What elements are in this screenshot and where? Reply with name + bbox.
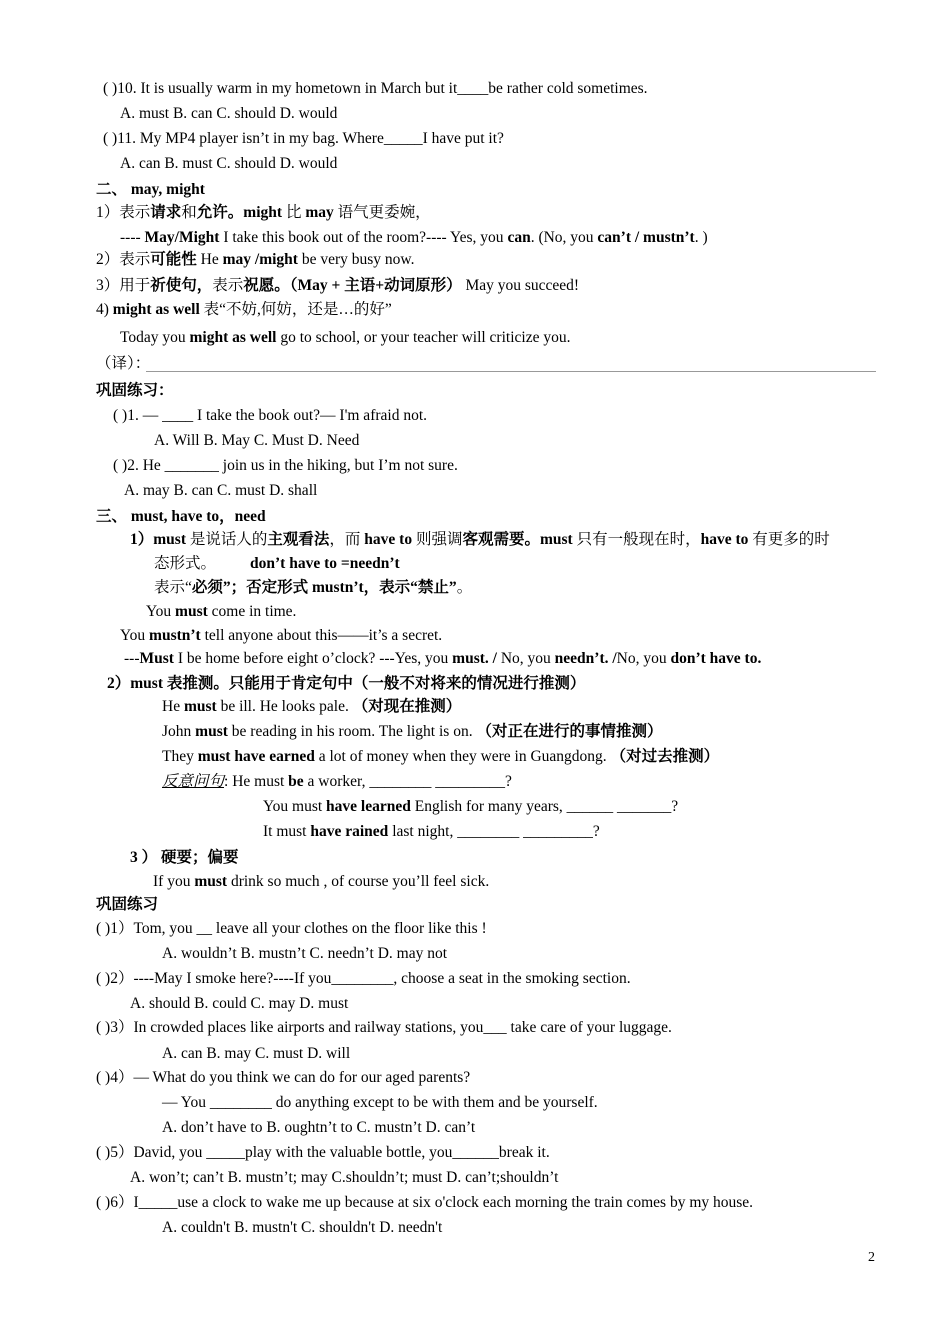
p1-q1-options: A. Will B. May C. Must D. Need — [154, 432, 360, 449]
p2-q2-stem: ( )2）----May I smoke here?----If you________, choose a seat in the smoking section. — [96, 970, 631, 987]
p2-q6-stem: ( )6）I_____use a clock to wake me up because at six o'clock each morning the train comes by my house. — [96, 1194, 754, 1211]
q11-options: A. can B. must C. should D. would — [120, 155, 338, 172]
sec3-point-1-meaning: 表示“必须”；否定形式 mustn’t，表示“禁止”。 — [154, 579, 473, 596]
practice-2-title: 巩固练习 — [96, 896, 159, 913]
sec3-example-1: You must come in time. — [146, 603, 297, 620]
sec3-point-2: 2）must 表推测。只能用于肯定句中（一般不对将来的情况进行推测） — [107, 675, 586, 692]
sec2-point-4: 4) might as well 表“不妨,何妨，还是…的好” — [96, 301, 392, 318]
p2-q4-stem: ( )4）— What do you think we can do for our aged parents? — [96, 1069, 471, 1086]
sec2-example-1: ---- May/Might I take this book out of the room?---- Yes, you can. (No, you can’t / mustn’t. ) — [120, 229, 708, 246]
q10-options: A. must B. can C. should D. would — [120, 105, 338, 122]
p2-q1-options: A. wouldn’t B. mustn’t C. needn’t D. may not — [162, 945, 448, 962]
section-3-title: 三、 must, have to，need — [96, 508, 266, 525]
translation-label: （译）： — [96, 355, 151, 372]
p1-q2-stem: ( )2. He _______ join us in the hiking, but I’m not sure. — [113, 457, 458, 474]
sec3-point-1-cont: 态形式。 don’t have to =needn’t — [154, 555, 400, 572]
p2-q3-stem: ( )3）In crowded places like airports and railway stations, you___ take care of your luggage. — [96, 1019, 672, 1036]
sec3-p2-example-2: John must be reading in his room. The light is on. （对正在进行的事情推测） — [162, 723, 663, 740]
p2-q6-options: A. couldn't B. mustn't C. shouldn't D. needn't — [162, 1219, 443, 1236]
sec2-point-1: 1）表示请求和允许。might 比 may 语气更委婉， — [96, 204, 431, 221]
sec2-point-2: 2）表示可能性 He may /might be very busy now. — [96, 251, 415, 268]
tag-question-2: You must have learned English for many years, ______ _______? — [263, 798, 679, 815]
p1-q2-options: A. may B. can C. must D. shall — [124, 482, 318, 499]
sec3-p3-example: If you must drink so much , of course you’ll feel sick. — [153, 873, 490, 890]
translation-line[interactable] — [96, 354, 876, 374]
q10-stem: ( )10. It is usually warm in my hometown in March but it____be rather cold sometimes. — [103, 80, 648, 97]
practice-1-title: 巩固练习： — [96, 382, 174, 399]
p1-q1-stem: ( )1. — ____ I take the book out?— I'm afraid not. — [113, 407, 428, 424]
p2-q5-options: A. won’t; can’t B. mustn’t; may C.shouldn’t; must D. can’t;shouldn’t — [130, 1169, 559, 1186]
p2-q2-options: A. should B. could C. may D. must — [130, 995, 349, 1012]
sec3-p2-example-1: He must be ill. He looks pale. （对现在推测） — [162, 698, 462, 715]
sec3-point-1: 1）must 是说话人的主观看法，而 have to 则强调客观需要。must 只有一般现在时，have to 有更多的时 — [130, 531, 830, 548]
tag-question-1: 反意问句: He must be a worker, ________ _________? — [162, 773, 512, 790]
sec2-point-3: 3）用于祈使句，表示祝愿。（May + 主语+动词原形） May you succeed! — [96, 277, 580, 294]
p2-q3-options: A. can B. may C. must D. will — [162, 1045, 351, 1062]
p2-q4-options: A. don’t have to B. oughtn’t to C. mustn’t D. can’t — [162, 1119, 476, 1136]
sec3-example-3: ---Must I be home before eight o’clock? ---Yes, you must. / No, you needn’t. /No, you don’t have to. — [124, 650, 762, 667]
translation-answer-rule — [146, 371, 876, 372]
sec2-example-4: Today you might as well go to school, or your teacher will criticize you. — [120, 329, 571, 346]
tag-question-3: It must have rained last night, ________ _________? — [263, 823, 600, 840]
section-2-title: 二、 may, might — [96, 181, 205, 198]
p2-q4-line-2: — You ________ do anything except to be with them and be yourself. — [162, 1094, 598, 1111]
sec3-example-2: You mustn’t tell anyone about this——it’s a secret. — [120, 627, 443, 644]
p2-q5-stem: ( )5）David, you _____play with the valuable bottle, you______break it. — [96, 1144, 550, 1161]
p2-q1-stem: ( )1）Tom, you __ leave all your clothes on the floor like this ! — [96, 920, 487, 937]
sec3-point-3: 3 ） 硬要；偏要 — [130, 849, 239, 866]
tag-question-label: 反意问句 — [162, 773, 225, 790]
sec3-p2-example-3: They must have earned a lot of money when they were in Guangdong. （对过去推测） — [162, 748, 720, 765]
page-number: 2 — [868, 1250, 875, 1265]
q11-stem: ( )11. My MP4 player isn’t in my bag. Where_____I have put it? — [103, 130, 504, 147]
